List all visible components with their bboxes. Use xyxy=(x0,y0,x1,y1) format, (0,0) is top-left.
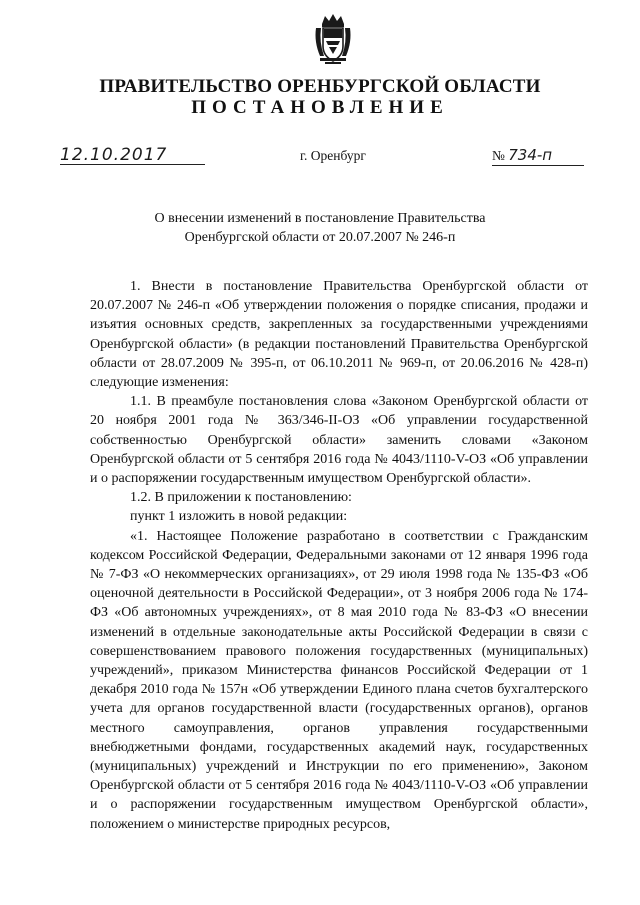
document-type-title: ПОСТАНОВЛЕНИЕ xyxy=(191,97,449,118)
subject-line-1: О внесении изменений в постановление Правительства xyxy=(154,211,486,226)
document-body xyxy=(90,277,588,834)
document-city: г. Оренбург xyxy=(300,148,366,163)
document-number xyxy=(492,146,584,166)
number-label: № xyxy=(492,148,505,163)
body-paragraph: 1. Внести в постановление Правительства Оренбургской области от 20.07.2007 № 246-п «Об утверждении положения о порядке списания, продажи и изъятия основных средств, закрепленных за государственными учреждениями Оренбургской области» (в редакции постановлений Правительства Оренбургской области от 28.07.2009 № 395-п, от 06.10.2011 № 969-п, от 20.06.2016 № 428-п) следующие изменения: xyxy=(90,279,588,391)
number-value: 734-п xyxy=(508,146,553,164)
document-date: 12.10.2017 xyxy=(60,146,205,165)
subject-line-2: Оренбургской области от 20.07.2007 № 246-п xyxy=(184,230,456,245)
coat-of-arms-icon xyxy=(312,12,354,66)
organization-title: ПРАВИТЕЛЬСТВО ОРЕНБУРГСКОЙ ОБЛАСТИ xyxy=(99,76,541,97)
body-paragraph: пункт 1 изложить в новой редакции: xyxy=(130,509,348,525)
body-paragraph: 1.1. В преамбуле постановления слова «Законом Оренбургской области от 20 ноября 2001 года № 363/346-II-ОЗ «Об управлении государственной собственностью Оренбургской области» заменить словами «Законом Оренбургской области от 5 сентября 2016 года № 4043/1110-V-ОЗ «Об управлении и о распоряжении государственным имуществом Оренбургской области». xyxy=(90,394,588,487)
body-paragraph: 1.2. В приложении к постановлению: xyxy=(130,490,352,506)
document-subject xyxy=(100,209,540,247)
body-paragraph: «1. Настоящее Положение разработано в соответствии с Гражданским кодексом Российской Федерации, Федеральными законами от 12 января 1996 года № 7-ФЗ «О некоммерческих организациях», от 29 июля 1998 года № 135-ФЗ «Об оценочной деятельности в Российской Федерации», от 3 ноября 2006 года № 174-ФЗ «Об автономных учреждениях», от 8 мая 2010 года № 83-ФЗ «О внесении изменений в отдельные законодательные акты Российской Федерации в связи с совершенствованием правового положения государственных (муниципальных) учреждений», приказом Министерства финансов Российской Федерации от 1 декабря 2010 года № 157н «Об утверждении Единого плана счетов бухгалтерского учета для органов государственной власти (государственных органов), органов местного самоуправления, органов управления государственными внебюджетными фондами, государственных академий наук, государственных (муниципальных) учреждений и Инструкции по его применению», Законом Оренбургской области от 5 сентября 2016 года № 4043/1110-V-ОЗ «Об управлении и о распоряжении государственным имуществом Оренбургской области», положением о министерстве природных ресурсов, xyxy=(90,528,588,832)
